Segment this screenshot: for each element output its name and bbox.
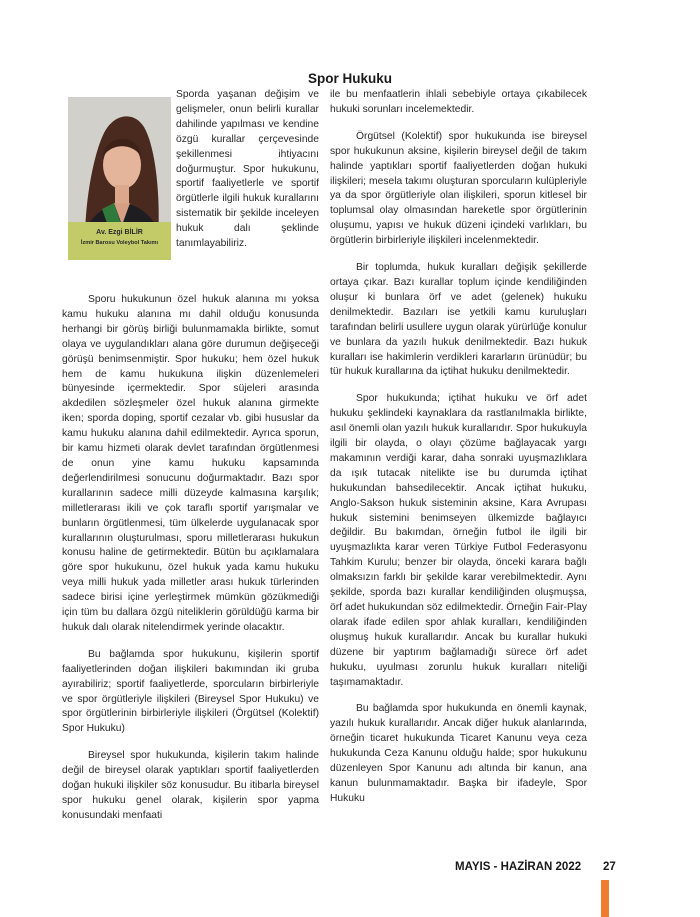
paragraph: Bir toplumda, hukuk kuralları değişik şekillerde ortaya çıkar. Bazı kurallar toplum içinde kendiliğinden oluşur ki bunlara örf ve adet (gelenek) hukuku denilmektedir. Bazıları ise yetkili kamu kuruluşları tarafından belirli usullere uygun olarak yürürlüğe konulur ve bunlara da yazılı hukuk denilmektedir. Bazı hukuk kuralları ise hakimlerin verdikleri kararların ürünüdür; bu tür hukuk kurallarına da içtihat hukuku denilmektedir.	[330, 262, 587, 378]
paragraph: Spor hukukunda; içtihat hukuku ve örf adet hukuku şeklindeki kaynaklara da rastlanılmakla birlikte, asıl önemli olan yazılı hukuk kurallarıdır. Spor hukukuyla ilgili bir olayda, o olayı çözüme bağlayacak yargı makamının verdiği karar, daha sonraki uyuşmazlıklara da ışık tutacak nitelikte ise bu durumda içtihat hukukundan bahsedilecektir. Ancak içtihat hukuku, Anglo-Sakson hukuk sisteminin aksine, Kara Avrupası hukuk sistemini benimseyen ülkemizde bağlayıcı değildir. Bu bakımdan, örneğin futbol ile ilgili bir uyuşmazlıkta karar veren Türkiye Futbol Federasyonu Tahkim Kurulu; benzer bir olayda, önceki karara bağlı olmaksızın farklı bir şekilde karar verebilmektedir. Aynı şekilde, sporda bazı kurallar kendiliğinden oluşmuşsa, örf adet hukukundan söz edilmektedir. Örneğin Fair-Play olarak ifade edilen spor ahlak kuralları, kendiliğinden oluşmuş hukuk kurallarıdır. Ancak bu kurallar hukuki düzene bir yaptırım bağlamadığı sürece örf adet hukuku, uyulması zorunlu hukuk kuralları niteliği taşımamaktadır.	[330, 393, 587, 688]
author-caption	[68, 222, 171, 260]
article-title: Spor Hukuku	[307, 71, 392, 86]
author-name: Av. Ezgi BİLİR	[96, 229, 143, 236]
paragraph: Bireysel spor hukukunda, kişilerin takım halinde değil de bireysel olarak yaptıkları sportif faaliyetlerden doğan hukuki ilişkiler söz konusudur. Bu itibarla bireysel spor hukuku genel olarak, kişilerin spor yapma konusundaki menfaati	[62, 750, 319, 821]
issue-date: MAYIS - HAZİRAN 2022	[455, 861, 582, 873]
intro-paragraph	[176, 88, 319, 252]
paragraph: Örgütsel (Kolektif) spor hukukunda ise bireysel spor hukukunun aksine, kişilerin bireysel değil de takım halinde yaptıkları sportif faaliyetlerden doğan hukuki ilişkileri; mesela takımı oluşturan sporcuların kulüpleriyle ya da spor örgütleriyle olan ilişkileri, sporun kitlesel bir toplumsal olay olmasından hareketle spor örgütlerinin oluşumu, yapısı ve hukuk düzeni içindeki varlıkları, bu örgütlerin birbirleriyle ilişkileri incelenmektedir.	[330, 130, 587, 247]
page-number: 27	[603, 861, 616, 873]
paragraph: Bu bağlamda spor hukukunu, kişilerin sportif faaliyetlerinden doğan ilişkileri bakımından iki gruba ayırabiliriz; sportif faaliyetlerde, sporcuların birbirleriyle ve spor örgütleriyle ilişkileri (Bireysel Spor Hukuku) ve spor örgütlerinin birbirleriyle ilişkileri (Örgütsel (Kolektif) Spor Hukuku)	[62, 648, 319, 735]
column-left	[62, 293, 319, 824]
paragraph: Sporu hukukunun özel hukuk alanına mı yoksa kamu hukuku alanına mı dahil olduğu konusunda herhangi bir görüş birliği bulunmamakla birlikte, somut olaya ve uygulandıkları alana göre durumun değişeceği görüşü benimsenmiştir. Spor hukuku; hem özel hukuk hem de kamu hukukuna ilişkin düzenlemeleri bünyesinde içermektedir. Spor süjeleri arasında akdedilen sözleşmeler özel hukuk alanına girmekte iken; sporda doping, sportif cezalar vb. gibi hususlar da kamu hukuku alanına dahil edilmektedir. Ayrıca sporun, bir kamu hizmeti olarak devlet tarafından örgütlenmesi de onun yine kamu hukuku kapsamında değerlendirilmesi sonucunu doğurmaktadır. Bazı spor kurallarının sadece milli düzeyde kalmasına karşılık; milletlerarası ikili ve çok taraflı sportif yarışmalar ve bunların örgütlenmesi, tüm ülkelerde uygulanacak spor kurallarının oluşturulması, sporu milletlerarası hukukun konusu haline de getirmektedir. Bütün bu açıklamalara göre spor hukukunu, özel hukuk yada kamu hukuku veya milli hukuk yada milletler arası hukuk türlerinden sadece birisi içine yerleştirmek mümkün gözükmediği için tüm bu dallara özgü niteliklerin görüldüğü karma bir hukuk dalı olarak nitelendirmek yerinde olacaktır.	[62, 294, 319, 633]
paragraph: Bu bağlamda spor hukukunda en önemli kaynak, yazılı hukuk kurallarıdır. Ancak diğer hukuk alanlarında, örneğin ticaret hukukunda Ticaret Kanunu veya ceza hukukunda Ceza Kanunu olduğu halde; spor hukukunu düzenleyen Spor Kanunu adı altında bir kanun, ana kanun bulunmamaktadır. Başka bir ifadeyle, Spor Hukuku	[330, 703, 587, 804]
paragraph: ile bu menfaatlerin ihlali sebebiyle ortaya çıkabilecek hukuki sorunları incelemektedir.	[330, 89, 587, 115]
author-role: İzmir Barosu Voleybol Takımı	[80, 240, 159, 246]
column-right	[330, 88, 587, 807]
accent-bar	[601, 880, 609, 917]
intro-text: Sporda yaşanan değişim ve gelişmeler, onun belirli kurallar dahilinde yapılması ve kendine özgü kurallar çerçevesinde şekillenmesi ihtiyacını doğurmuştur. Spor hukukunu, sportif faaliyetlerle ve sportif örgütlerle ilgili hukuk kurallarını sistematik bir şekilde inceleyen hukuk dalı şeklinde tanımlayabiliriz.	[176, 89, 319, 250]
